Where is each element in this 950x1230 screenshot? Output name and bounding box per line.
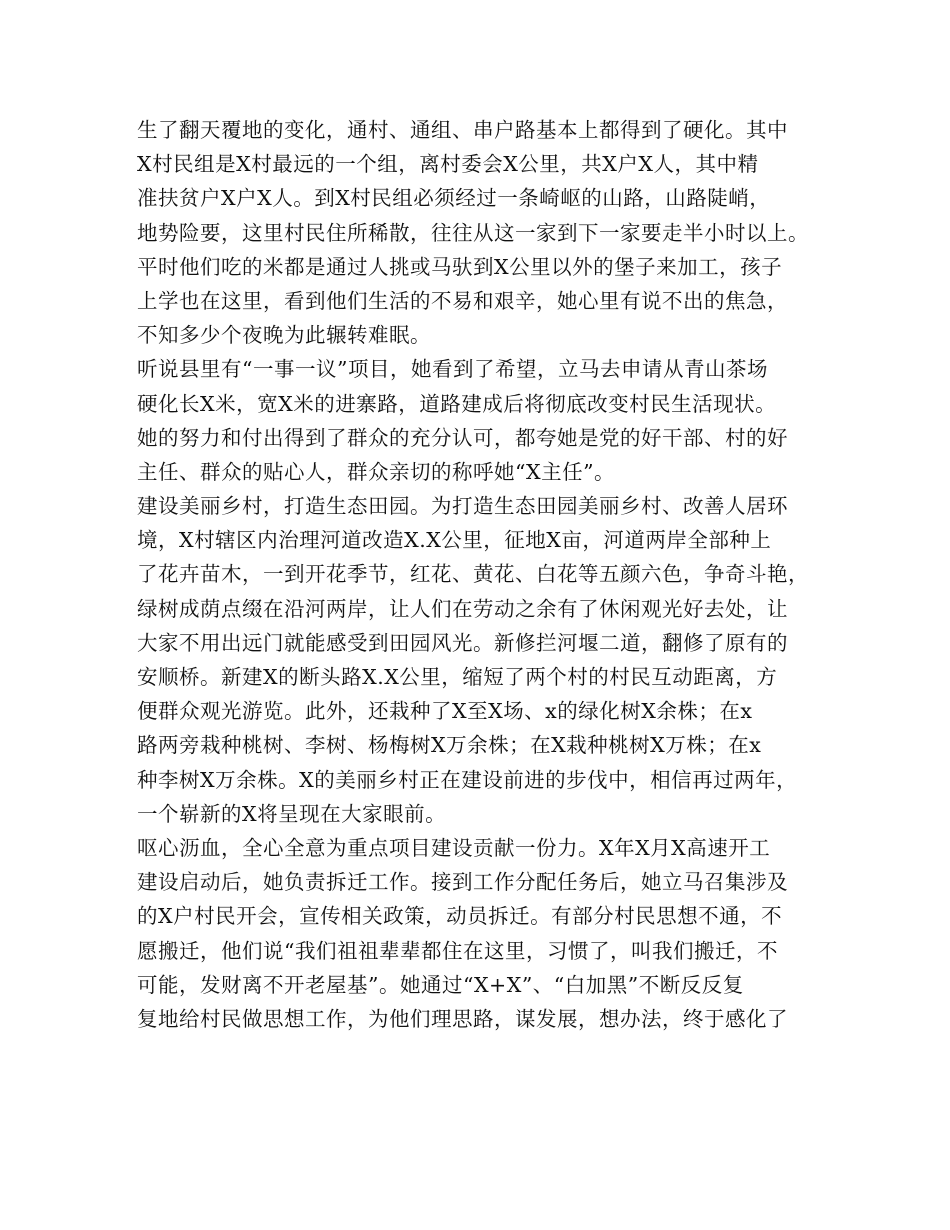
text-line: 地势险要，这里村民住所稀散，往往从这一家到下一家要走半小时以上。 <box>137 220 809 245</box>
text-line: 的X户村民开会，宣传相关政策，动员拆迁。有部分村民思想不通，不 <box>137 904 783 929</box>
text-line: 大家不用出远门就能感受到田园风光。新修拦河堰二道，翻修了原有的 <box>137 630 788 655</box>
text-line: 一个崭新的X将呈现在大家眼前。 <box>137 801 447 826</box>
text-line: 主任、群众的贴心人，群众亲切的称呼她“X主任”。 <box>137 459 616 484</box>
text-line: 听说县里有“一事一议”项目，她看到了希望，立马去申请从青山茶场 <box>137 357 768 382</box>
text-line: 境，X村辖区内治理河道改造X.X公里，征地X亩，河道两岸全部种上 <box>137 528 772 553</box>
text-line: 准扶贫户X户X人。到X村民组必须经过一条崎岖的山路，山路陡峭， <box>137 186 771 211</box>
text-line: 上学也在这里，看到他们生活的不易和艰辛，她心里有说不出的焦急， <box>137 288 788 313</box>
text-line: 不知多少个夜晚为此辗转难眠。 <box>137 323 431 348</box>
text-line: 她的努力和付出得到了群众的充分认可，都夸她是党的好干部、村的好 <box>137 425 788 450</box>
text-line: 安顺桥。新建X的断头路X.X公里，缩短了两个村的村民互动距离，方 <box>137 665 778 689</box>
text-line: 愿搬迁，他们说“我们祖祖辈辈都住在这里，习惯了，叫我们搬迁，不 <box>137 938 778 963</box>
text-line: 建设美丽乡村，打造生态田园。为打造生态田园美丽乡村、改善人居环 <box>137 494 788 519</box>
text-line: 可能，发财离不开老屋基”。她通过“X+X”、“白加黑”不断反反复 <box>137 972 744 997</box>
text-line: X村民组是X村最远的一个组，离村委会X公里，共X户X人，其中精 <box>137 152 759 177</box>
text-line: 便群众观光游览。此外，还栽种了X至X场、x的绿化树X余株；在x <box>137 699 753 724</box>
text-line: 绿树成荫点缀在沿河两岸，让人们在劳动之余有了休闲观光好去处，让 <box>137 596 788 621</box>
text-line: 硬化长X米，宽X米的进寨路，道路建成后将彻底改变村民生活现状。 <box>137 391 777 416</box>
text-line: 了花卉苗木，一到开花季节，红花、黄花、白花等五颜六色，争奇斗艳， <box>137 562 809 587</box>
text-line: 路两旁栽种桃树、李树、杨梅树X万余株；在X栽种桃树X万株；在x <box>137 733 762 758</box>
text-line: 种李树X万余株。X的美丽乡村正在建设前进的步伐中，相信再过两年， <box>137 767 798 792</box>
text-line: 生了翻天覆地的变化，通村、通组、串户路基本上都得到了硬化。其中 <box>137 118 788 142</box>
text-line: 建设启动后，她负责拆迁工作。接到工作分配任务后，她立马召集涉及 <box>137 870 788 895</box>
body-text <box>137 113 837 1036</box>
text-line: 呕心沥血，全心全意为重点项目建设贡献一份力。X年X月X高速开工 <box>137 835 771 860</box>
text-line: 平时他们吃的米都是通过人挑或马驮到X公里以外的堡子来加工，孩子 <box>137 254 783 279</box>
text-line: 复地给村民做思想工作，为他们理思路，谋发展，想办法，终于感化了 <box>137 1006 788 1031</box>
